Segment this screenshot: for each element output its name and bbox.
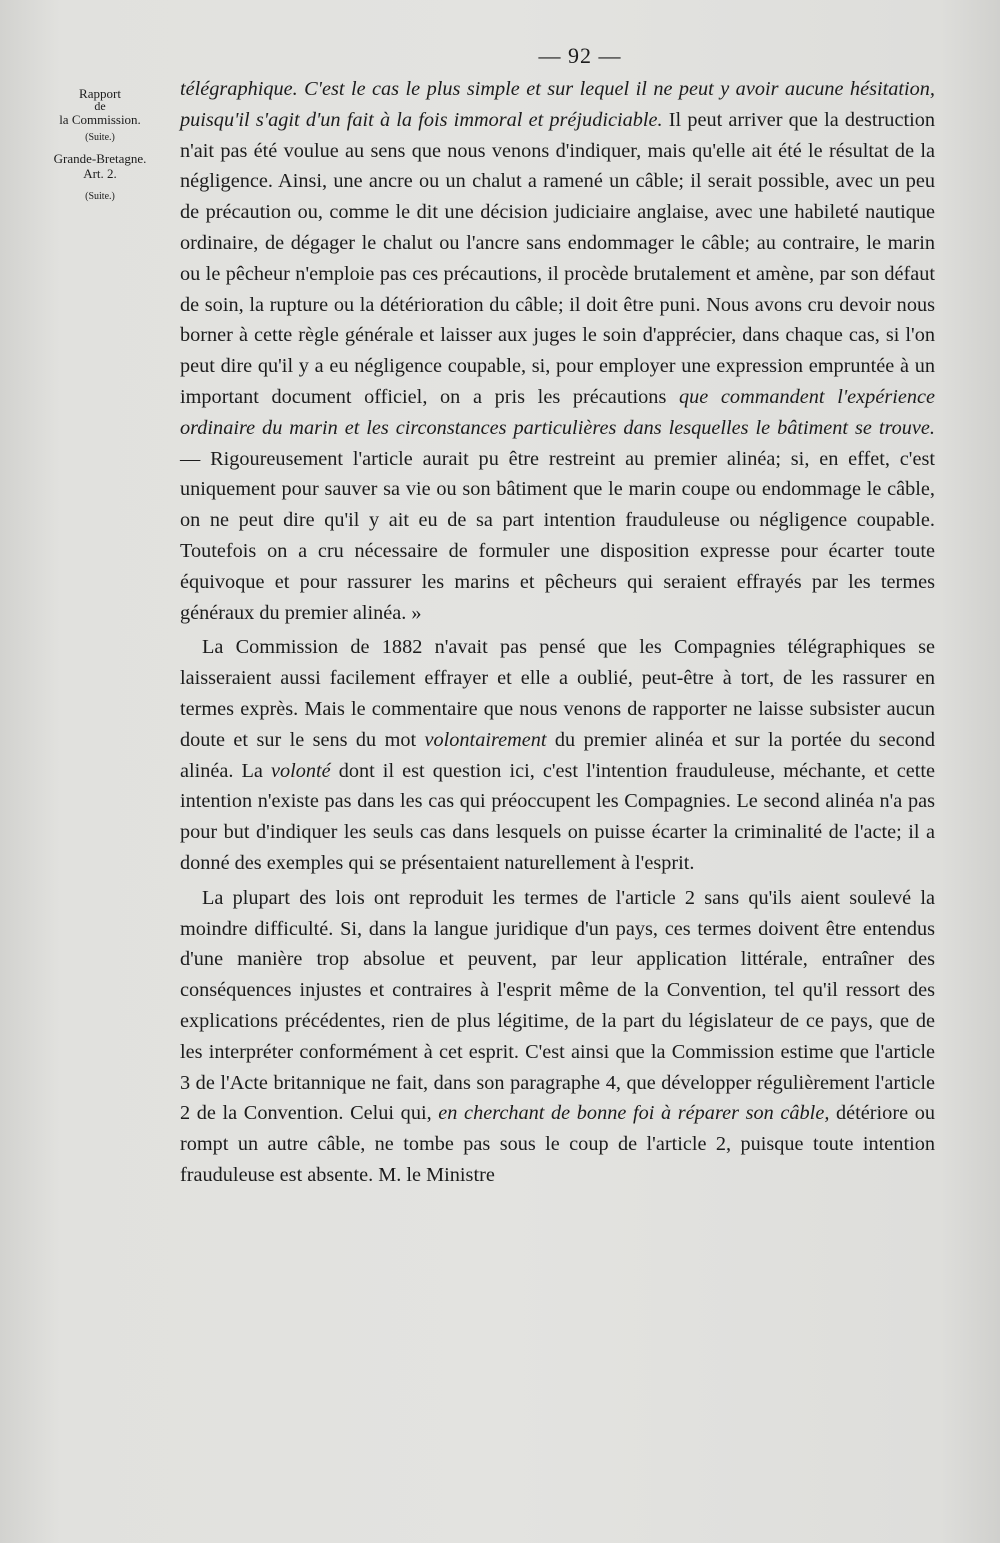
italic-text: volontairement — [424, 728, 547, 751]
paragraph — [180, 632, 935, 878]
text-run: détériore ou rompt un autre câble, ne tombe pas sous le coup de l'article 2, puisque toute intention frauduleuse est absente. M. le Ministre — [180, 1102, 935, 1186]
text-run: du premier alinéa et sur la portée du second alinéa. La — [180, 728, 935, 782]
margin-note-line: la Commission. — [59, 112, 141, 127]
margin-note-line: (Suite.) — [85, 191, 115, 202]
paragraph — [180, 74, 935, 628]
text-run: Il peut arriver que la destruction n'ait pas été voulue au sens que nous venons d'indiquer, mais qu'elle ait été le résultat de la négligence. Ainsi, une ancre ou un chalut a ramené un câble; il serait possible, avec un peu de précaution ou, comme le dit une décision judiciaire anglaise, avec une habileté nautique ordinaire, de dégager le chalut ou l'ancre sans endommager le câble; au contraire, le marin ou le pêcheur n'emploie pas ces précautions, il procède brutalement et amène, par son défaut de soin, la rupture ou la détérioration du câble; il doit être puni. Nous avons cru devoir nous borner à cette règle générale et laisser aux juges le soin d'apprécier, dans chaque cas, si l'on peut dire qu'il y a eu négligence coupable, si, pour employer une expression empruntée à un important document officiel, on a pris les précautions — [180, 108, 936, 408]
italic-text: en cherchant de bonne foi à réparer son câble, — [438, 1102, 830, 1125]
italic-text: que commandent l'expérience ordinaire du marin et les circonstances particulières dans lesquelles le bâtiment se trouve. — [180, 385, 936, 439]
margin-note — [40, 86, 160, 204]
body-text — [180, 74, 935, 1191]
margin-note-line: (Suite.) — [85, 132, 115, 143]
italic-text: volonté — [270, 759, 331, 782]
margin-note-line: Rapport — [79, 86, 121, 101]
margin-note-line: Grande-Bretagne. — [53, 151, 147, 166]
page-number: — 92 — — [538, 43, 622, 68]
margin-note-line: de — [94, 99, 106, 113]
text-run: — Rigoureusement l'article aurait pu être restreint au premier alinéa; si, en effet, c'est uniquement pour sauver sa vie ou son bâtiment que le marin coupe ou endommage le câble, on ne peut dire qu'il y ait eu de sa part intention frauduleuse ou négligence coupable. Toutefois on a cru nécessaire de formuler une disposition expresse pour écarter toute équivoque et pour rassurer les marins et pêcheurs qui seraient effrayés par les termes généraux du premier alinéa. » — [180, 447, 935, 624]
text-run: dont il est question ici, c'est l'intention frauduleuse, méchante, et cette intention n'existe pas dans les cas qui préoccupent les Compagnies. Le second alinéa n'a pas pour but d'indiquer les seuls cas dans lesquels on puisse écarter la criminalité de l'acte; il a donné des exemples qui se présentaient naturellement à l'esprit. — [180, 759, 935, 874]
text-run: La Commission de 1882 n'avait pas pensé que les Compagnies télégraphiques se laisseraient aussi facilement effrayer et elle a oublié, peut-être à tort, de les rassurer en termes exprès. Mais le commentaire que nous venons de rapporter ne laisse subsister aucun doute et sur le sens du mot — [180, 636, 935, 751]
italic-text: télégraphique. C'est le cas le plus simple et sur lequel il ne peut y avoir aucune hésitation, puisqu'il s'agit d'un fait à la fois immoral et préjudiciable. — [180, 78, 935, 131]
paragraph — [180, 883, 935, 1191]
text-run: La plupart des lois ont reproduit les termes de l'article 2 sans qu'ils aient soulevé la moindre difficulté. Si, dans la langue juridique d'un pays, ces termes doivent être entendus d'une manière trop absolue et peuvent, par leur application littérale, entraîner des conséquences injustes et contraires à l'esprit même de la Convention, tel qu'il ressort des explications précédentes, rien de plus légitime, de la part du législateur de ce pays, que de les interpréter conformément à cet esprit. C'est ainsi que la Commission estime que l'article 3 de l'Acte britannique ne fait, dans son paragraphe 4, que développer régulièrement l'article 2 de la Convention. Celui qui, — [180, 886, 935, 1125]
margin-note-line: Art. 2. — [83, 166, 117, 181]
